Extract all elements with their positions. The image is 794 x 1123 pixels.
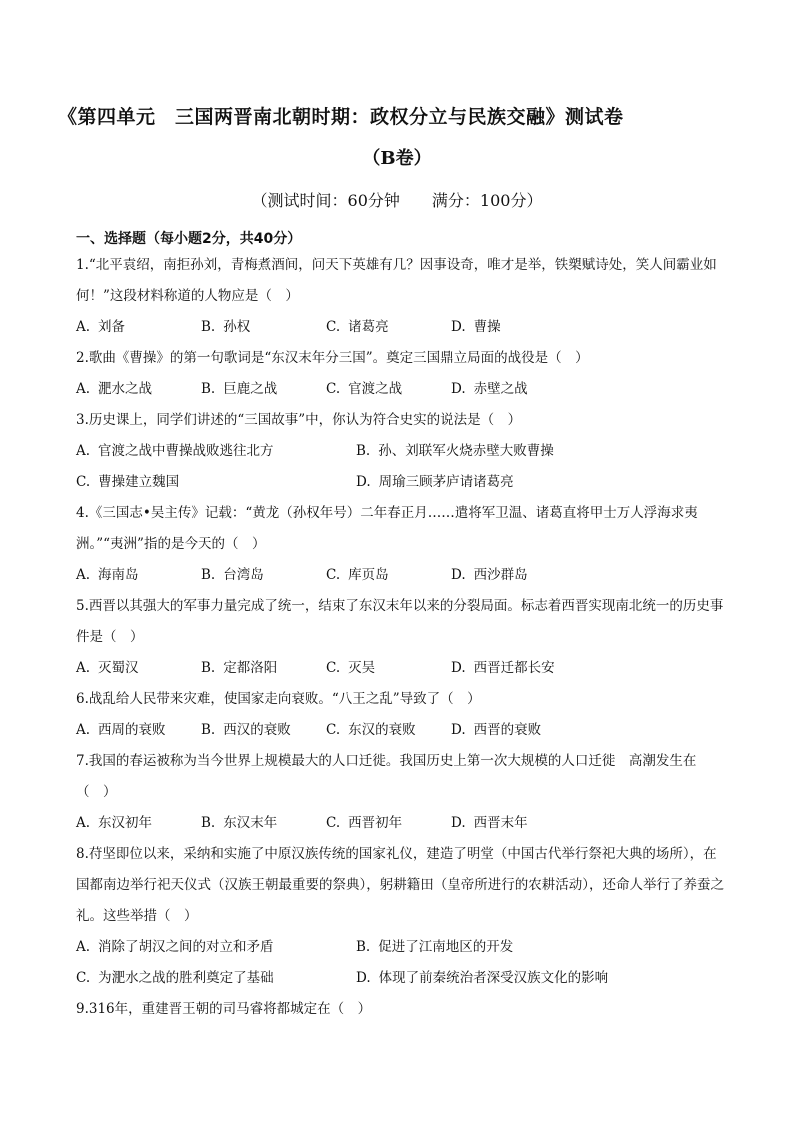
answer-option [201, 560, 326, 591]
option-text: 赤壁之战 [473, 381, 528, 397]
option-letter: B. [201, 722, 216, 738]
option-row [76, 312, 726, 343]
answer-option [326, 560, 451, 591]
option-letter: C. [326, 722, 341, 738]
option-text: 孙权 [223, 319, 251, 335]
answer-option [451, 560, 576, 591]
option-letter: A. [76, 939, 91, 955]
option-letter: C. [326, 319, 341, 335]
option-letter: B. [201, 381, 216, 397]
answer-option [201, 715, 326, 746]
option-letter: A. [76, 567, 91, 583]
answer-option [76, 436, 356, 467]
option-letter: A. [76, 722, 91, 738]
option-text: 东汉末年 [223, 815, 278, 831]
option-letter: D. [451, 660, 466, 676]
answer-option [356, 436, 636, 467]
option-letter: B. [201, 660, 216, 676]
option-text: 灭吴 [348, 660, 376, 676]
answer-option [451, 653, 576, 684]
answer-option [76, 932, 356, 963]
answer-option [76, 374, 201, 405]
exam-meta: （测试时间：60分钟 满分：100分） [251, 191, 543, 210]
option-letter: A. [76, 381, 91, 397]
option-text: 为淝水之战的胜利奠定了基础 [98, 970, 274, 986]
option-letter: A. [76, 319, 91, 335]
answer-option [326, 374, 451, 405]
option-text: 海南岛 [98, 567, 139, 583]
option-text: 官渡之战 [348, 381, 403, 397]
answer-option [451, 808, 576, 839]
option-letter: B. [201, 815, 216, 831]
option-row [76, 715, 726, 746]
option-text: 东汉初年 [98, 815, 153, 831]
option-text: 体现了前秦统治者深受汉族文化的影响 [378, 970, 609, 986]
question-text: 8.苻坚即位以来，采纳和实施了中原汉族传统的国家礼仪，建造了明堂（中国古代举行祭祀大典的场所），在国都南边举行祀天仪式（汉族王朝最重要的祭典），躬耕籍田（皇帝所进行的农耕活动），还命人举行了养蚕之礼。这些举措（ ） [76, 846, 724, 924]
answer-option [76, 808, 201, 839]
option-text: 周瑜三顾茅庐请诸葛亮 [378, 474, 514, 490]
answer-option [76, 653, 201, 684]
question-text: 7.我国的春运被称为当今世界上规模最大的人口迁徙。我国历史上第一次大规模的人口迁徙 高潮发生在（ ） [76, 753, 697, 800]
page-subtitle: （B卷） [362, 148, 432, 169]
option-letter: B. [356, 443, 371, 459]
option-text: 定都洛阳 [223, 660, 278, 676]
page-title: 《第四单元 三国两晋南北朝时期：政权分立与民族交融》测试卷 [58, 106, 624, 128]
answer-option [76, 715, 201, 746]
option-letter: D. [451, 567, 466, 583]
option-text: 曹操 [473, 319, 501, 335]
option-text: 淝水之战 [98, 381, 153, 397]
option-letter: A. [76, 815, 91, 831]
option-text: 西周的衰败 [98, 722, 166, 738]
answer-option [356, 932, 636, 963]
question-text: 5.西晋以其强大的军事力量完成了统一，结束了东汉末年以来的分裂局面。标志着西晋实现南北统一的历史事件是（ ） [76, 598, 724, 645]
option-text: 西汉的衰败 [223, 722, 291, 738]
option-text: 孙、刘联军火烧赤壁大败曹操 [378, 443, 554, 459]
answer-option [356, 963, 636, 994]
option-letter: D. [451, 815, 466, 831]
answer-option [76, 312, 201, 343]
answer-option [201, 653, 326, 684]
option-letter: C. [326, 381, 341, 397]
answer-option [201, 808, 326, 839]
option-letter: D. [356, 474, 371, 490]
answer-option [201, 312, 326, 343]
option-letter: D. [451, 722, 466, 738]
option-text: 西晋末年 [473, 815, 528, 831]
question-text: 6.战乱给人民带来灾难，使国家走向衰败。“八王之乱”导致了（ ） [76, 691, 481, 707]
option-text: 库页岛 [348, 567, 389, 583]
option-text: 巨鹿之战 [223, 381, 278, 397]
option-text: 促进了江南地区的开发 [378, 939, 514, 955]
section-heading: 一、选择题（每小题2分，共40分） [76, 231, 302, 247]
option-row [76, 808, 726, 839]
option-text: 西沙群岛 [473, 567, 528, 583]
option-letter: C. [76, 970, 91, 986]
option-row [76, 653, 726, 684]
option-text: 灭蜀汉 [98, 660, 139, 676]
answer-option [76, 467, 356, 498]
option-letter: B. [201, 567, 216, 583]
answer-option [451, 715, 576, 746]
option-text: 刘备 [98, 319, 126, 335]
question-text: 2.歌曲《曹操》的第一句歌词是“东汉末年分三国”。奠定三国鼎立局面的战役是（ ） [76, 350, 589, 366]
option-text: 西晋初年 [348, 815, 403, 831]
answer-option [201, 374, 326, 405]
answer-option [326, 715, 451, 746]
option-letter: C. [326, 567, 341, 583]
option-text: 消除了胡汉之间的对立和矛盾 [98, 939, 274, 955]
option-text: 台湾岛 [223, 567, 264, 583]
option-text: 东汉的衰败 [348, 722, 416, 738]
question-text: 9.316年，重建晋王朝的司马睿将都城定在（ ） [76, 1001, 372, 1017]
answer-option [326, 312, 451, 343]
option-row [76, 932, 726, 994]
option-letter: D. [451, 319, 466, 335]
option-letter: C. [76, 474, 91, 490]
answer-option [356, 467, 636, 498]
answer-option [76, 963, 356, 994]
option-letter: C. [326, 660, 341, 676]
question-list [76, 250, 726, 1025]
option-letter: D. [451, 381, 466, 397]
option-letter: A. [76, 660, 91, 676]
answer-option [451, 312, 576, 343]
option-letter: B. [201, 319, 216, 335]
question-text: 4.《三国志•吴主传》记载：“黄龙（孙权年号）二年春正月……遣将军卫温、诸葛直将甲士万人浮海求夷洲。”“夷洲”指的是今天的（ ） [76, 505, 698, 552]
answer-option [76, 560, 201, 591]
option-text: 官渡之战中曹操战败逃往北方 [98, 443, 274, 459]
option-text: 西晋的衰败 [473, 722, 542, 738]
option-letter: D. [356, 970, 371, 986]
option-text: 西晋迁都长安 [473, 660, 555, 676]
option-row [76, 374, 726, 405]
answer-option [451, 374, 576, 405]
option-row [76, 560, 726, 591]
question-text: 1.“北平袁绍，南拒孙刘，青梅煮酒间，问天下英雄有几？因事设奇，唯才是举，铁槊赋诗处，笑人间霸业如何！”这段材料称道的人物应是（ ） [76, 257, 717, 304]
answer-option [326, 653, 451, 684]
option-row [76, 436, 726, 498]
option-letter: C. [326, 815, 341, 831]
answer-option [326, 808, 451, 839]
option-text: 曹操建立魏国 [98, 474, 180, 490]
option-letter: B. [356, 939, 371, 955]
option-letter: A. [76, 443, 91, 459]
option-text: 诸葛亮 [348, 319, 389, 335]
question-text: 3.历史课上，同学们讲述的“三国故事”中，你认为符合史实的说法是（ ） [76, 412, 522, 428]
